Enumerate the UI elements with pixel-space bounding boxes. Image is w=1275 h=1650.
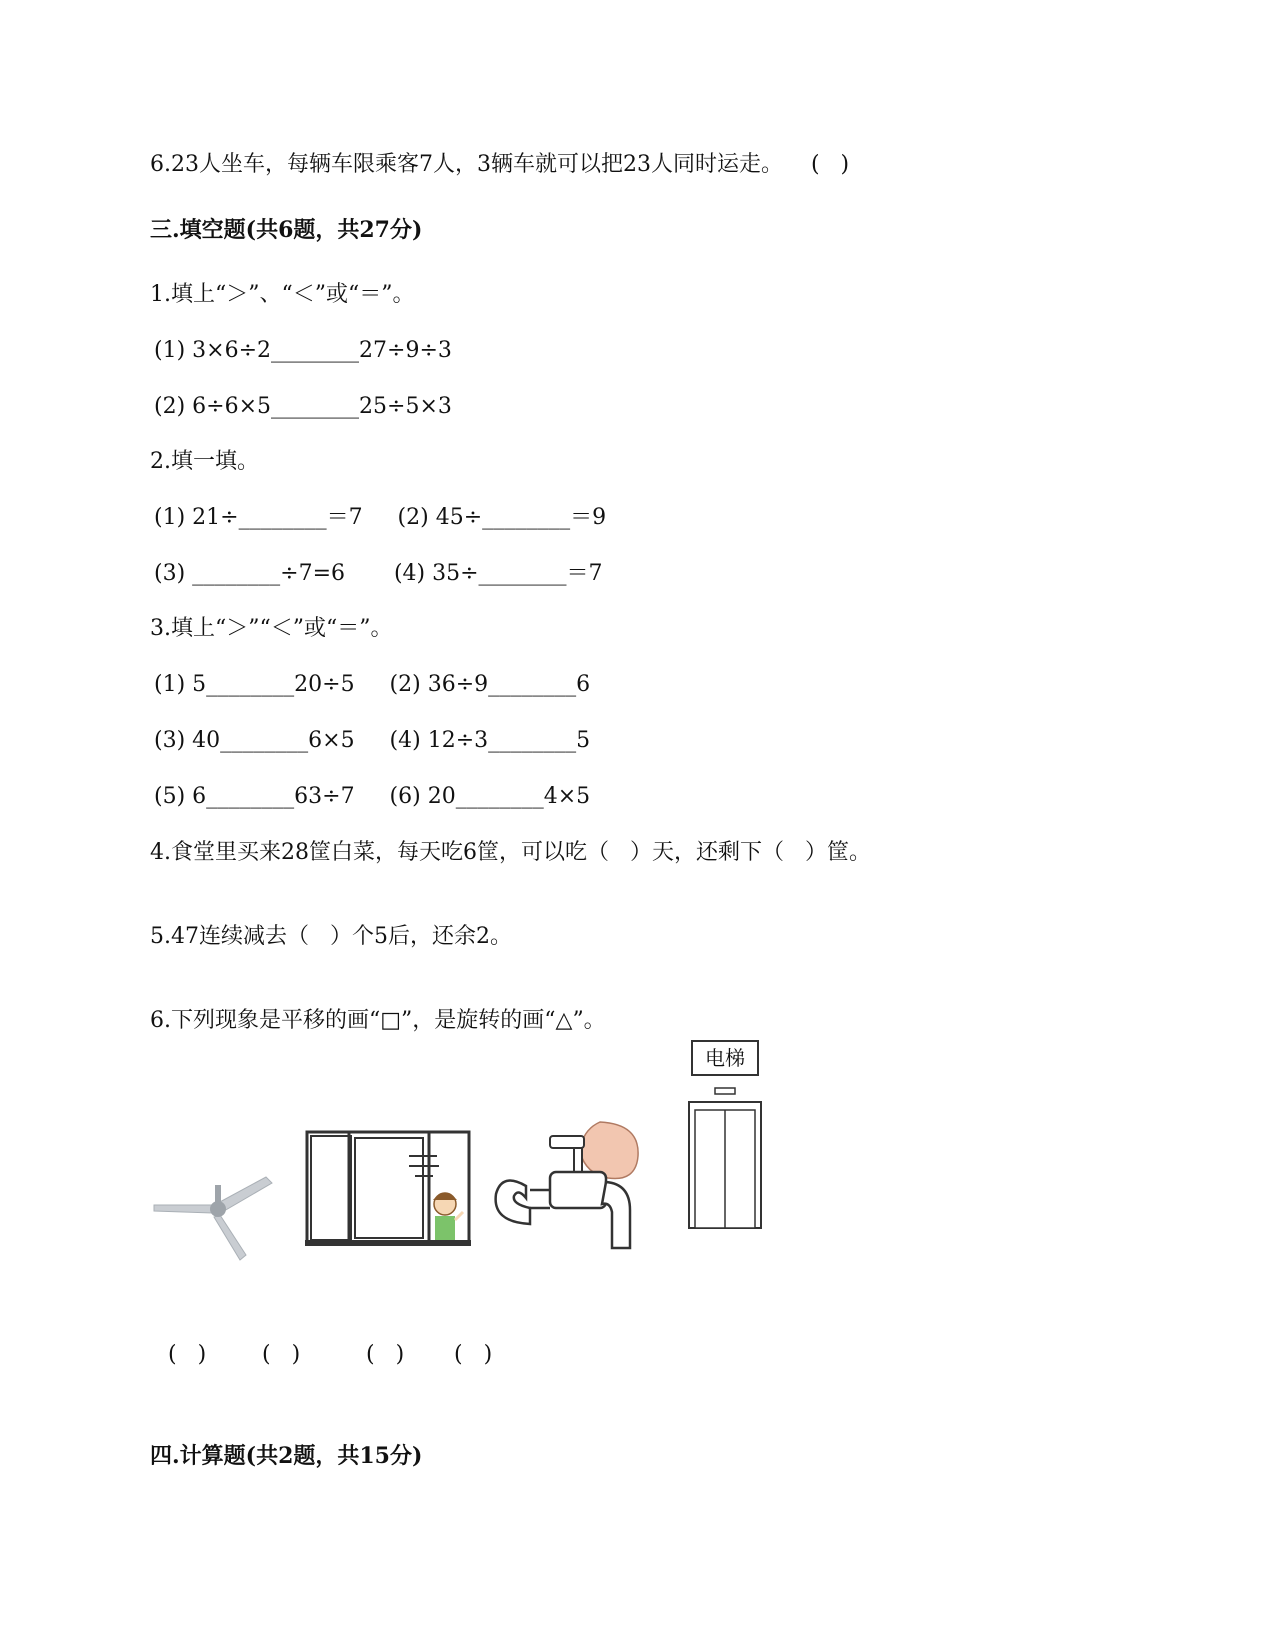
sliding-window-icon (305, 1130, 475, 1254)
answer-paren-2: ( ) (262, 1342, 301, 1367)
section-heading-calculation: 四.计算题(共2题，共15分) (150, 1443, 423, 1469)
water-tap-icon (490, 1112, 650, 1256)
question-3-row-1: (1) 5________20÷5 (2) 36÷9________6 (154, 672, 591, 697)
question-2-row-2: (3) ________÷7=6 (4) 35÷________＝7 (154, 561, 603, 586)
elevator-sign: 电梯 (691, 1040, 759, 1076)
answer-paren-4: ( ) (454, 1342, 493, 1367)
answer-paren-1: ( ) (168, 1342, 207, 1367)
motion-figure (150, 1046, 770, 1300)
question-2-row-1: (1) 21÷________＝7 (2) 45÷________＝9 (154, 505, 607, 530)
question-2-prompt: 2.填一填。 (150, 449, 259, 474)
ceiling-fan-icon (150, 1165, 280, 1269)
elevator-icon (685, 1040, 765, 1235)
question-3-row-2: (3) 40________6×5 (4) 12÷3________5 (154, 728, 591, 753)
question-5: 5.47连续减去（ ）个5后，还余2。 (150, 924, 512, 949)
question-3-prompt: 3.填上“＞”“＜”或“＝”。 (150, 616, 393, 641)
section-heading-fill-in: 三.填空题(共6题，共27分) (150, 217, 423, 243)
question-6-prompt: 6.下列现象是平移的画“□”，是旋转的画“△”。 (150, 1008, 606, 1033)
question-1-item-2: (2) 6÷6×5________25÷5×3 (154, 394, 452, 419)
question-4: 4.食堂里买来28筐白菜，每天吃6筐，可以吃（ ）天，还剩下（ ）筐。 (150, 840, 871, 865)
question-1-item-1: (1) 3×6÷2________27÷9÷3 (154, 338, 452, 363)
question-3-row-3: (5) 6________63÷7 (6) 20________4×5 (154, 784, 591, 809)
true-false-question-6: 6.23人坐车，每辆车限乘客7人，3辆车就可以把23人同时运走。 ( ) (150, 152, 850, 177)
question-1-prompt: 1.填上“＞”、“＜”或“＝”。 (150, 282, 415, 307)
answer-paren-3: ( ) (366, 1342, 405, 1367)
